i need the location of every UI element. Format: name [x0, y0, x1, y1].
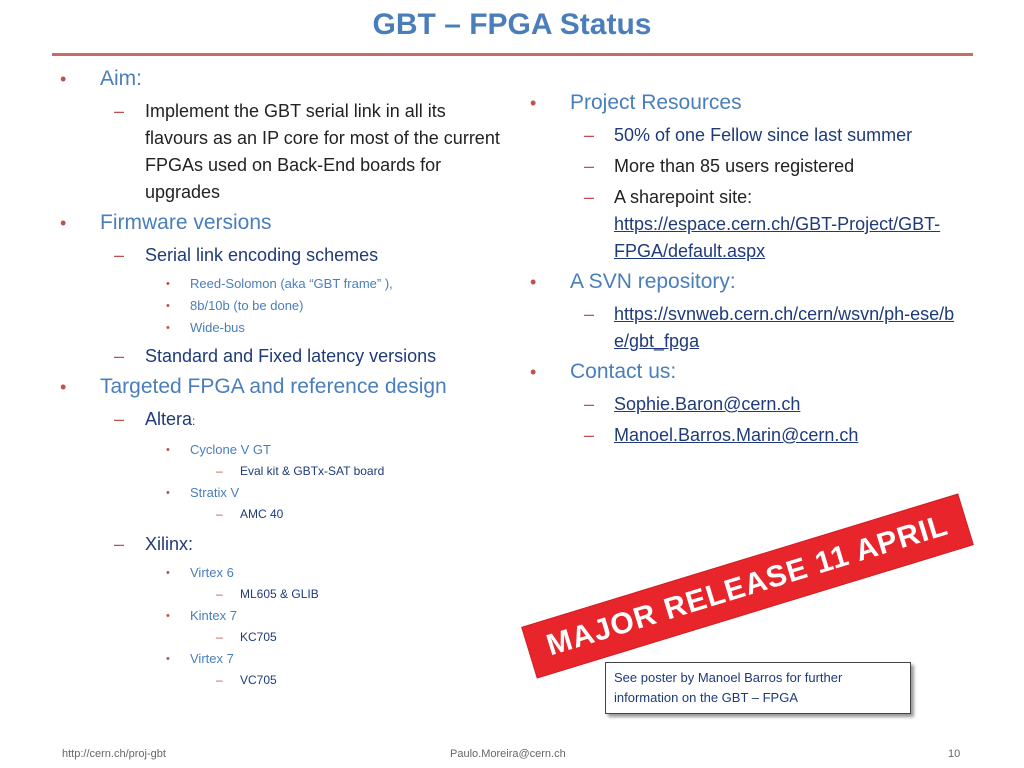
dash-marker: –: [216, 464, 223, 478]
fpga-family: [58, 439, 508, 461]
dash-marker: –: [114, 101, 125, 121]
dash-marker: –: [114, 245, 125, 265]
poster-note-box: See poster by Manoel Barros for further information on the GBT – FPGA: [605, 662, 911, 714]
bullet-marker: •: [166, 653, 170, 665]
bullet-marker: •: [166, 322, 170, 334]
svn-link[interactable]: https://svnweb.cern.ch/cern/wsvn/ph-ese/be/gbt_fpga: [614, 304, 955, 351]
contact-item: [528, 391, 968, 418]
dash-marker: –: [584, 425, 595, 445]
bullet-marker: •: [166, 610, 170, 622]
encoding-item-text: 8b/10b (to be done): [190, 298, 304, 313]
contact-heading: [528, 359, 968, 385]
dash-marker: –: [584, 187, 595, 207]
bullet-marker: •: [166, 487, 170, 499]
fpga-family: [58, 605, 508, 627]
fpga-family-text: Virtex 6: [190, 565, 234, 580]
altera-label-text: Altera: [145, 409, 193, 429]
contact-email-link[interactable]: Manoel.Barros.Marin@cern.ch: [614, 425, 859, 445]
resource-item: [528, 122, 968, 149]
resources-heading: [528, 90, 968, 116]
fpga-family: [58, 648, 508, 670]
encoding-item-text: Wide-bus: [190, 320, 245, 335]
footer-email: Paulo.Moreira@cern.ch: [450, 748, 566, 760]
bullet-marker: •: [166, 278, 170, 290]
fpga-board: [58, 670, 508, 691]
svn-item: [528, 301, 968, 355]
firmware-heading-text: Firmware versions: [100, 211, 272, 234]
aim-heading-text: Aim:: [100, 67, 142, 90]
encoding-label: [58, 242, 508, 269]
fpga-family: [58, 482, 508, 504]
svn-heading: [528, 269, 968, 295]
fpga-family-text: Kintex 7: [190, 608, 237, 623]
fpga-board-text: KC705: [240, 630, 277, 644]
latency-label: [58, 343, 508, 370]
xilinx-label: [58, 531, 508, 558]
svn-heading-text: A SVN repository:: [570, 270, 736, 293]
footer-url: http://cern.ch/proj-gbt: [62, 748, 166, 760]
bullet-marker: •: [60, 377, 67, 397]
dash-marker: –: [584, 304, 595, 324]
aim-heading: [58, 66, 508, 92]
fpga-family: [58, 562, 508, 584]
resource-item: [528, 184, 968, 265]
dash-marker: –: [114, 346, 125, 366]
resource-item-text: 50% of one Fellow since last summer: [614, 125, 913, 145]
firmware-heading: [58, 210, 508, 236]
dash-marker: –: [584, 125, 595, 145]
major-release-banner: MAJOR RELEASE 11 APRIL 2014: [522, 495, 972, 678]
encoding-item-text: Reed-Solomon (aka “GBT frame” ),: [190, 276, 393, 291]
dash-marker: –: [216, 507, 223, 521]
aim-text-body: Implement the GBT serial link in all its flavours as an IP core for most of the current FPGAs used on Back-End boards for upgrades: [145, 101, 500, 202]
encoding-item: [58, 295, 508, 317]
dash-marker: –: [584, 156, 595, 176]
dash-marker: –: [216, 673, 223, 687]
resource-item-text: More than 85 users registered: [614, 156, 855, 176]
fpga-board-text: VC705: [240, 673, 277, 687]
fpga-board: [58, 627, 508, 648]
fpga-family-text: Stratix V: [190, 485, 240, 500]
latency-label-text: Standard and Fixed latency versions: [145, 346, 437, 366]
dash-marker: –: [216, 630, 223, 644]
fpga-board: [58, 584, 508, 605]
left-column: [58, 66, 508, 691]
title-divider: [52, 53, 973, 56]
fpga-board: [58, 461, 508, 482]
encoding-label-text: Serial link encoding schemes: [145, 245, 379, 265]
resources-heading-text: Project Resources: [570, 91, 742, 114]
bullet-marker: •: [530, 93, 537, 113]
fpga-family-text: Virtex 7: [190, 651, 234, 666]
encoding-item: [58, 273, 508, 295]
bullet-marker: •: [166, 444, 170, 456]
dash-marker: –: [584, 394, 595, 414]
dash-marker: –: [216, 587, 223, 601]
bullet-marker: •: [166, 567, 170, 579]
bullet-marker: •: [530, 272, 537, 292]
dash-marker: –: [114, 534, 125, 554]
targeted-heading: [58, 374, 508, 400]
targeted-heading-text: Targeted FPGA and reference design: [100, 375, 447, 398]
xilinx-label-text: Xilinx:: [145, 534, 194, 554]
fpga-board-text: ML605 & GLIB: [240, 587, 319, 601]
encoding-item: [58, 317, 508, 339]
resource-item: [528, 153, 968, 180]
bullet-marker: •: [166, 300, 170, 312]
contact-item: [528, 422, 968, 449]
page-number: 10: [948, 748, 961, 760]
sharepoint-label: A sharepoint site:: [614, 187, 753, 207]
bullet-marker: •: [60, 213, 67, 233]
bullet-marker: •: [60, 69, 67, 89]
aim-text: [58, 98, 508, 206]
right-column: [528, 90, 968, 453]
fpga-board-text: AMC 40: [240, 507, 284, 521]
altera-colon: :: [192, 414, 196, 428]
fpga-board: [58, 504, 508, 525]
contact-email-link[interactable]: Sophie.Baron@cern.ch: [614, 394, 801, 414]
slide-title: GBT – FPGA Status: [372, 8, 652, 41]
dash-marker: –: [114, 409, 125, 429]
fpga-board-text: Eval kit & GBTx-SAT board: [240, 464, 385, 478]
sharepoint-link[interactable]: https://espace.cern.ch/GBT-Project/GBT-FPGA/default.aspx: [614, 214, 941, 261]
bullet-marker: •: [530, 362, 537, 382]
fpga-family-text: Cyclone V GT: [190, 442, 271, 457]
contact-heading-text: Contact us:: [570, 360, 677, 383]
altera-label: [58, 406, 508, 435]
